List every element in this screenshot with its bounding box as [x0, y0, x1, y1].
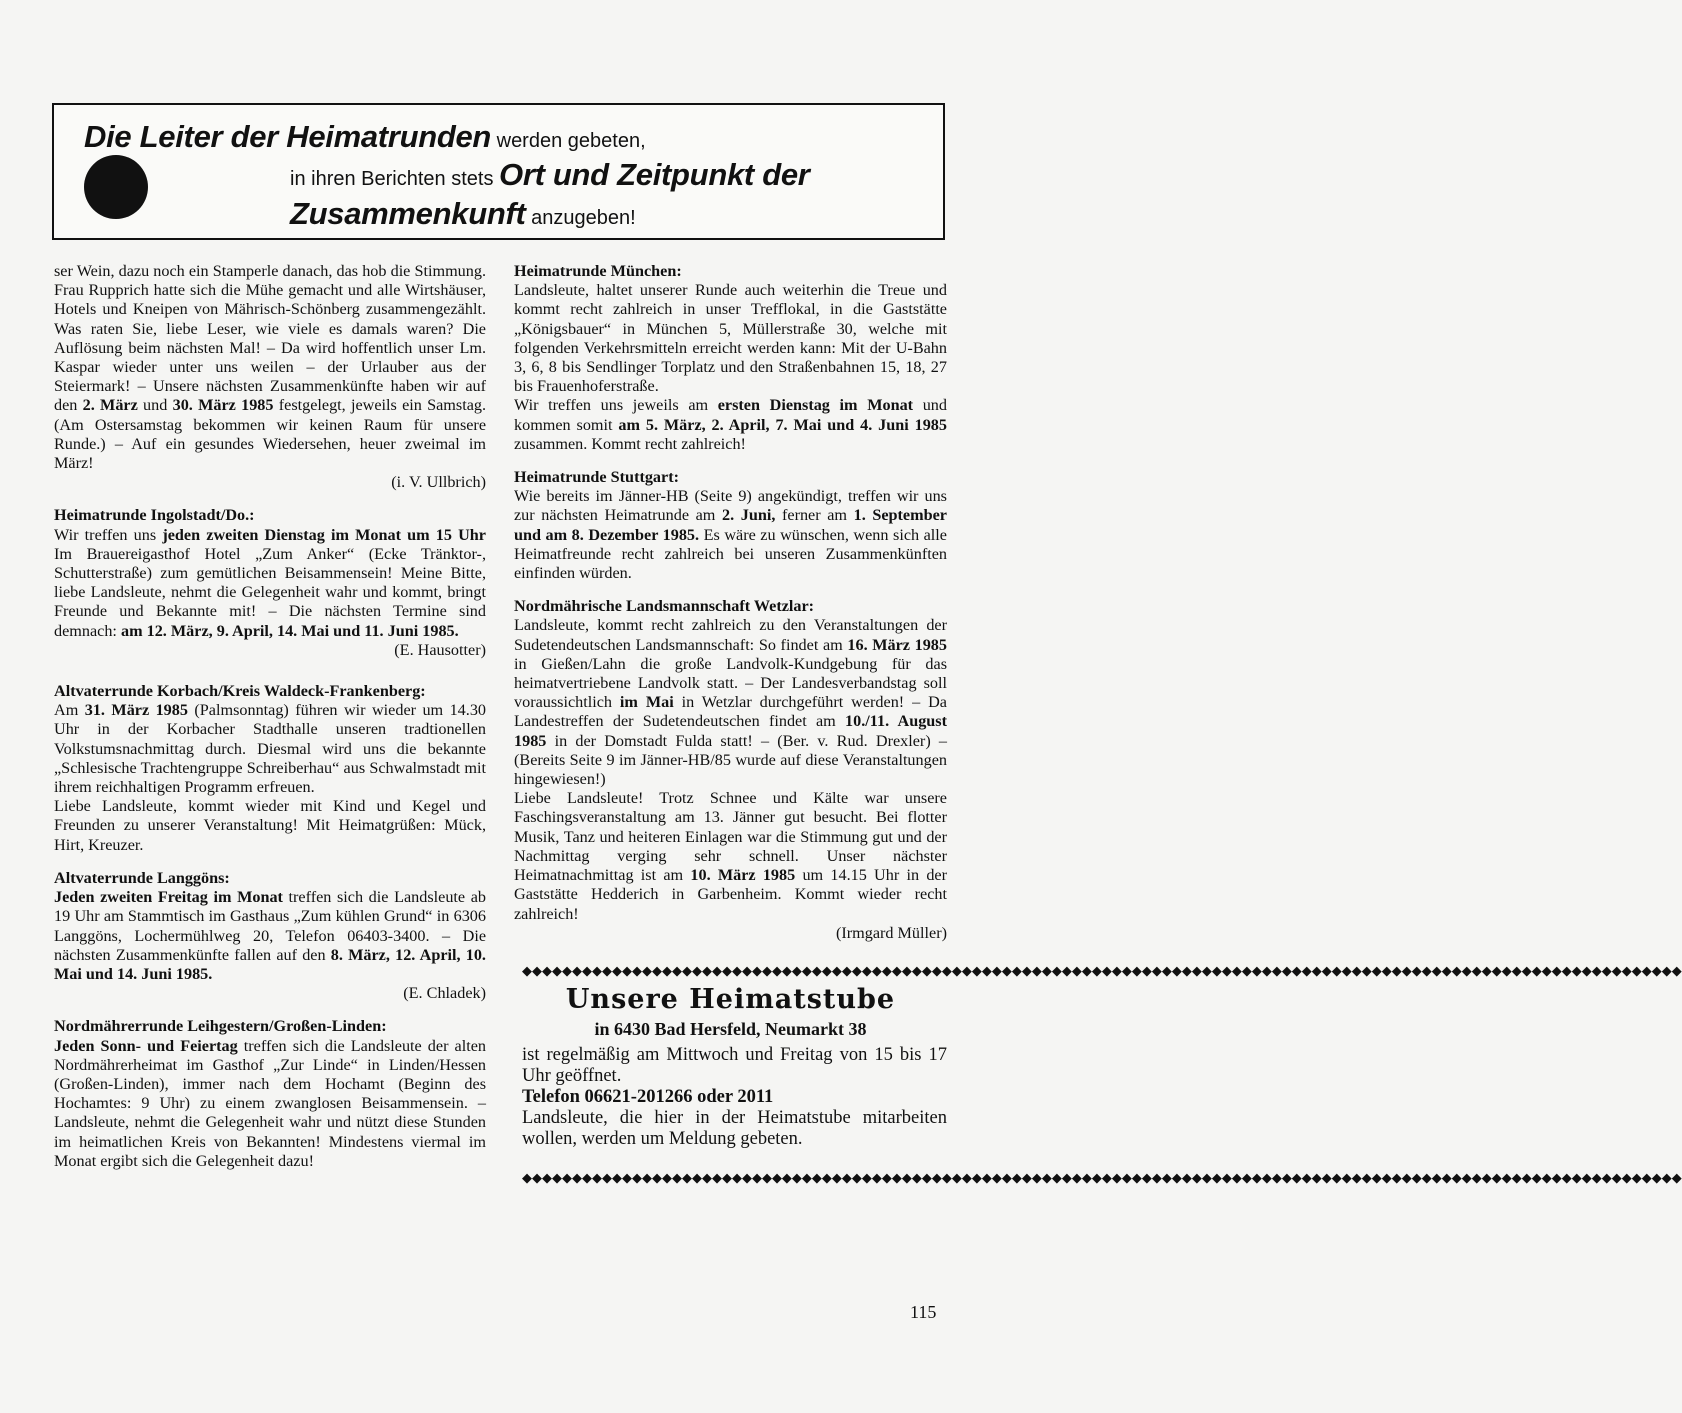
- article-body: Landsleute, kommt recht zahlreich zu den Veranstaltungen der Sudetendeutschen Landsmannschaft: So findet am 16. März 1985 in Gießen/Lahn die große Landvolk-Kundgebung für das heimatvertriebene Landvolk statt. – Der Landesverbandstag soll voraussichtlich im Mai in Wetzlar durchgeführt werden! – Da Landestreffen der Sudetendeutschen findet am 10./11. August 1985 in der Domstadt Fulda statt! – (Ber. v. Rud. Drexler) – (Bereits Seite 9 im Jänner-HB/85 wurde auf diese Veranstaltungen hingewiesen!): [514, 616, 947, 789]
- article-langgoens: [54, 869, 486, 1003]
- article-heading: Altvaterrunde Langgöns:: [54, 868, 230, 887]
- article-body: Liebe Landsleute, kommt wieder mit Kind und Kegel und Freunden zu unserer Veranstaltung! Mit Heimatgrüßen: Mück, Hirt, Kreuzer.: [54, 797, 486, 854]
- article-heading: Nordmährische Landsmannschaft Wetzlar:: [514, 597, 815, 616]
- article-body: Liebe Landsleute! Trotz Schnee und Kälte war unsere Faschingsveranstaltung am 13. Jänner gut besucht. Bei flotter Musik, Tanz und heiteren Einlagen war die Stimmung gut und der Nachmittag verging sehr schnell. Unser nächster Heimatnachmittag ist am 10. März 1985 um 14.15 Uhr in der Gaststätte Hedderich in Garbenheim. Kommt wieder recht zahlreich!: [514, 789, 947, 923]
- banner-line-1: [84, 119, 646, 155]
- notice-banner: [52, 103, 945, 240]
- article-body: Wir treffen uns jeweils am ersten Dienstag im Monat und kommen somit am 5. März, 2. April, 7. Mai und 4. Juni 1985 zusammen. Kommt recht zahlreich!: [514, 396, 947, 453]
- banner-line-2: [290, 157, 810, 193]
- article-wetzlar: [514, 597, 947, 943]
- article-heading: Altvaterrunde Korbach/Kreis Waldeck-Frankenberg:: [54, 682, 426, 701]
- ornament-rule-top: ◆◆◆◆◆◆◆◆◆◆◆◆◆◆◆◆◆◆◆◆◆◆◆◆◆◆◆◆◆◆◆◆◆◆◆◆◆◆◆◆◆◆◆◆◆◆◆◆◆◆◆◆◆◆◆◆◆◆◆◆◆◆◆◆◆◆◆◆◆◆◆◆◆◆◆◆◆◆◆◆◆◆◆◆◆◆◆◆◆◆◆◆◆◆◆◆◆◆◆◆◆◆◆◆◆◆◆◆◆◆◆◆◆◆◆◆: [522, 962, 1682, 978]
- banner-text: werden gebeten,: [491, 130, 646, 152]
- signature-line: [54, 641, 486, 660]
- article-heading: Heimatrunde Ingolstadt/Do.:: [54, 506, 255, 525]
- opening-hours: ist regelmäßig am Mittwoch und Freitag von 15 bis 17 Uhr geöffnet.: [522, 1044, 947, 1086]
- banner-text: in ihren Berichten stets: [290, 168, 499, 190]
- phone-number: Telefon 06621-201266 oder 2011: [522, 1086, 774, 1107]
- bullet-dot-icon: [84, 155, 148, 219]
- heimatstube-title: Unsere Heimatstube: [565, 983, 896, 1015]
- banner-emphasis: Zusammenkunft: [290, 196, 526, 231]
- article-body: Landsleute, haltet unserer Runde auch weiterhin die Treue und kommt recht zahlreich in unser Trefflokal, in die Gaststätte „Königsbauer“ in München 5, Müllerstraße 30, welche mit folgenden Verkehrsmitteln erreicht werden kann: Mit der U-Bahn 3, 6, 8 bis Sendlinger Torplatz und den Straßenbahnen 15, 18, 27 bis Frauenhoferstraße.: [514, 281, 947, 396]
- signature-line: [54, 984, 486, 1003]
- signature: (E. Chladek): [403, 984, 486, 1003]
- signature-line: [54, 473, 486, 492]
- article-muenchen: [514, 262, 947, 454]
- banner-line-3: [290, 196, 636, 232]
- heimatstube-body: [514, 1045, 947, 1150]
- article-stuttgart: [514, 468, 947, 583]
- article-body: Wie bereits im Jänner-HB (Seite 9) angekündigt, treffen wir uns zur nächsten Heimatrunde am 2. Juni, ferner am 1. September und am 8. Dezember 1985. Es wäre zu wünschen, wenn sich alle Heimatfreunde recht zahlreich bei unseren Zusammenkünften einfinden würden.: [514, 487, 947, 583]
- heimatstube-box: [514, 983, 947, 1150]
- page-number: 115: [910, 1302, 937, 1322]
- banner-text: anzugeben!: [525, 207, 636, 229]
- left-column: [54, 262, 486, 1185]
- article-body: Jeden zweiten Freitag im Monat treffen sich die Landsleute ab 19 Uhr am Stammtisch im Gasthaus „Zum kühlen Grund“ in 6306 Langgöns, Lochermühlweg 20, Telefon 06403-3400. – Die nächsten Zusammenkünfte fallen auf den 8. März, 12. April, 10. Mai und 14. Juni 1985.: [54, 888, 486, 983]
- signature: (i. V. Ullbrich): [391, 473, 486, 492]
- article-ingolstadt: [54, 506, 486, 660]
- signature: (E. Hausotter): [394, 640, 486, 659]
- article-body: ser Wein, dazu noch ein Stamperle danach, das hob die Stimmung. Frau Rupprich hatte sich die Mühe gemacht und alle Wirtshäuser, Hotels und Kneipen von Mährisch-Schönberg zusammengezählt. Was raten Sie, liebe Leser, wie viele es damals waren? Die Auflösung beim nächsten Mal! – Da wird hoffentlich unser Lm. Kaspar wieder unter uns weilen – der Urlauber aus der Steiermark! – Unsere nächsten Zusammenkünfte haben wir auf den 2. März und 30. März 1985 festgelegt, jeweils ein Samstag. (Am Ostersamstag bekommen wir keinen Raum für unsere Runde.) – Auf ein gesundes Wiedersehen, heuer zweimal im März!: [54, 262, 487, 473]
- article-body: Am 31. März 1985 (Palmsonntag) führen wir wieder um 14.30 Uhr in der Korbacher Stadthalle unseren tradtionellen Volkstumsnachmittag durch. Diesmal wird uns die bekannte „Schlesische Trachtengruppe Schreiberhau“ aus Schwalmstadt mit ihrem reichhaltigen Programm erfreuen.: [54, 701, 487, 797]
- article-body: Jeden Sonn- und Feiertag treffen sich die Landsleute der alten Nordmährerheimat im Gasthof „Zur Linde“ in Linden/Hessen (Großen-Linden), immer nach dem Hochamt (Beginn des Hochamtes: 9 Uhr) zu einem zwanglosen Beisammensein. – Landsleute, nehmt die Gelegenheit wahr und nützt diese Stunden im heimatlichen Kreis von Bekannten! Mindestens viermal im Monat ergibt sich die Gelegenheit dazu!: [54, 1036, 486, 1170]
- heimatstube-address: in 6430 Bad Hersfeld, Neumarkt 38: [594, 1018, 867, 1039]
- article-heading: Nordmährerrunde Leihgestern/Großen-Linden:: [54, 1017, 387, 1036]
- article-intro: [54, 262, 486, 492]
- signature-line: [514, 924, 947, 943]
- article-heading: Heimatrunde Stuttgart:: [514, 468, 679, 487]
- article-leihgestern: [54, 1017, 486, 1171]
- banner-heading: Die Leiter der Heimatrunden: [84, 119, 492, 154]
- signature: (Irmgard Müller): [835, 923, 947, 942]
- banner-emphasis: Ort und Zeitpunkt der: [499, 157, 810, 192]
- ornament-rule-bottom: ◆◆◆◆◆◆◆◆◆◆◆◆◆◆◆◆◆◆◆◆◆◆◆◆◆◆◆◆◆◆◆◆◆◆◆◆◆◆◆◆◆◆◆◆◆◆◆◆◆◆◆◆◆◆◆◆◆◆◆◆◆◆◆◆◆◆◆◆◆◆◆◆◆◆◆◆◆◆◆◆◆◆◆◆◆◆◆◆◆◆◆◆◆◆◆◆◆◆◆◆◆◆◆◆◆◆◆◆◆◆◆◆◆◆◆◆: [522, 1169, 1682, 1185]
- call-to-action: Landsleute, die hier in der Heimatstube mitarbeiten wollen, werden um Meldung gebeten.: [522, 1107, 947, 1149]
- article-body: Wir treffen uns jeden zweiten Dienstag im Monat um 15 Uhr Im Brauereigasthof Hotel „Zum Anker“ (Ecke Tränktor-, Schutterstraße) zum gemütlichen Beisammensein! Meine Bitte, liebe Landsleute, nehmt die Gelegenheit wahr und kommt, bringt Freunde und Bekannte mit! – Die nächsten Termine sind demnach: am 12. März, 9. April, 14. Mai und 11. Juni 1985.: [54, 525, 486, 640]
- right-column: [514, 262, 1682, 1190]
- article-korbach: [54, 682, 486, 855]
- article-heading: Heimatrunde München:: [514, 262, 682, 280]
